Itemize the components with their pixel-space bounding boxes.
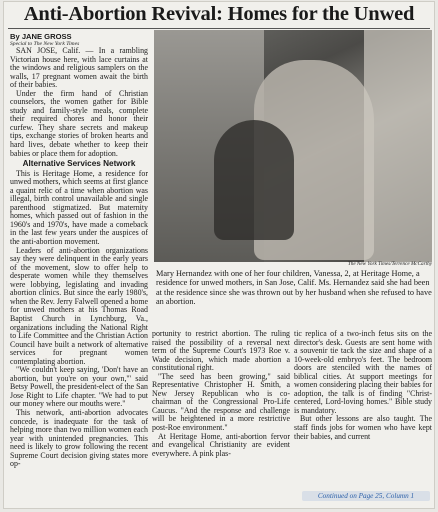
article-column-3 <box>294 330 432 490</box>
paragraph: tic replica of a two-inch fetus sits on the director's desk. Guests are sent home with a souvenir tie tack the size and shape of a 10-week-old embryo's feet. The bedroom doors are stenciled with the names of biblical cities. At support meetings for women considering placing their babies for adoption, the talk is of finding "Christ-centered, Lord-loving homes." Bible study is mandatory. <box>294 330 432 415</box>
photo-caption: Mary Hernandez with one of her four children, Vanessa, 2, at Heritage Home, a residence for unwed mothers, in San Jose, Calif. Ms. Hernandez said she had been at the residence since she was thrown out by her husband when she refused to have an abortion. <box>156 269 432 306</box>
special-note: Special to The New York Times <box>10 41 80 47</box>
photo-credit: The New York Times/Terrence McCarthy <box>347 261 432 267</box>
curtain <box>364 30 432 262</box>
child-figure <box>214 120 294 240</box>
paragraph: "We couldn't keep saying, 'Don't have an abortion, but you're on your own,'" said Betsy Powell, the president-elect of the San Jose Right to Life chapter. "We had to put our money where our mouths were." <box>10 365 148 409</box>
paragraph: But other lessons are also taught. The staff finds jobs for women who have kept their babies, and current <box>294 414 432 441</box>
article-column-1 <box>10 47 148 505</box>
paragraph: At Heritage Home, anti-abortion fervor and evangelical Christianity are evident everywhere. A pink plas- <box>152 431 290 458</box>
paragraph: SAN JOSE, Calif. — In a rambling Victorian house here, with lace curtains at the windows and religious samplers on the walls, 17 pregnant women await the birth of their babies. <box>10 47 148 90</box>
headline: Anti-Abortion Revival: Homes for the Unwed <box>23 3 415 25</box>
byline: By JANE GROSS <box>10 32 72 41</box>
article-photo <box>154 30 432 262</box>
paragraph: portunity to restrict abortion. The ruling raised the possibility of a reversal next term of the Supreme Court's 1973 Roe v. Wade decision, which made abortion a constitutional right. <box>152 330 290 373</box>
newspaper-clipping <box>4 2 434 508</box>
paragraph: Under the firm hand of Christian counselors, the women gather for Bible study and family-style meals, complete their required chores and honor their curfew. They share secrets and makeup tips, exchange stories of broken hearts and hard lives, debate whether to keep their babies or place them for adoption. <box>10 88 148 158</box>
paragraph: This network, anti-abortion advocates concede, is inadequate for the task of helping more than two million women each year with unintended pregnancies. This need is likely to grow following the recent Supreme Court decision giving states more op- <box>10 407 148 469</box>
paragraph: "The seed has been growing," said Representative Christopher H. Smith, a New Jersey Republican who is co-chairman of the Congressional Pro-Life Caucus. "And the response and challenge will be heightened in a more restrictive post-Roe environment." <box>152 371 290 433</box>
headline-rule <box>8 28 430 29</box>
paragraph: Leaders of anti-abortion organizations say they were delinquent in the early years of the movement, slow to offer help to desperate women while they themselves were lobbying, legislating and invading abortion clinics. But since the early 1980's, when the Rev. Jerry Falwell opened a home for unwed mothers at his Thomas Road Baptist Church in Lynchburg, Va., organizations including the National Right to Life Committee and the Christian Action Council have built a network of alternative services for pregnant women contemplating abortion. <box>10 245 148 366</box>
subhead: Alternative Services Network <box>22 159 136 169</box>
paragraph: This is Heritage Home, a residence for unwed mothers, which seems at first glance a quaint relic of a time when abortion was illegal, birth control unavailable and single parenthood stigmatized. But maternity homes, which passed out of fashion in the 1960's and 1970's, have made a comeback in the last few years under the auspices of the anti-abortion movement. <box>10 168 148 247</box>
article-column-2 <box>152 330 290 508</box>
continued-link[interactable]: Continued on Page 25, Column 1 <box>302 491 430 501</box>
